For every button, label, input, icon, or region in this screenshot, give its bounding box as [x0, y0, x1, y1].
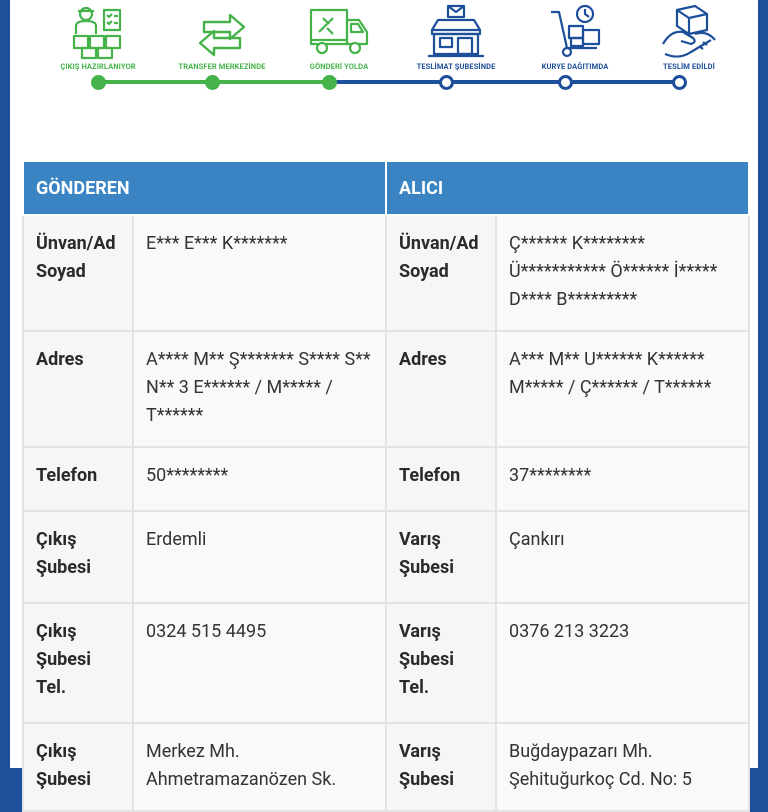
origin-branch-label: Çıkış Şubesi	[23, 511, 133, 603]
sender-phone-value: 50********	[133, 447, 386, 511]
sender-address-label: Adres	[23, 331, 133, 447]
step-dot-delivered	[672, 75, 687, 90]
destination-branch-phone-value: 0376 213 3223	[496, 603, 749, 723]
step-dot-transfer	[205, 75, 220, 90]
destination-branch-address-label: Varış Şubesi	[386, 723, 496, 811]
delivery-truck-icon	[309, 4, 369, 60]
receiver-name-label: Ünvan/Ad Soyad	[386, 215, 496, 331]
step-transfer	[167, 0, 277, 100]
step-at-delivery-branch	[401, 0, 511, 100]
sender-name-label: Ünvan/Ad Soyad	[23, 215, 133, 331]
table-row-branch	[23, 511, 749, 603]
branch-store-icon	[426, 4, 486, 60]
delivered-package-icon	[659, 4, 719, 60]
courier-hand-truck-icon	[545, 4, 605, 60]
origin-branch-address-value: Merkez Mh. Ahmetramazanözen Sk.	[133, 723, 386, 811]
step-delivered	[634, 0, 744, 100]
step-dot-preparing	[91, 75, 106, 90]
step-dot-at-branch	[439, 75, 454, 90]
table-row-address	[23, 331, 749, 447]
warehouse-worker-icon	[68, 4, 128, 60]
transfer-arrows-icon	[192, 4, 252, 60]
step-label: GÖNDERİ YOLDA	[309, 62, 369, 71]
step-label: ÇIKIŞ HAZIRLANIYOR	[60, 62, 136, 71]
step-label: TESLİMAT ŞUBESİNDE	[416, 62, 496, 71]
shipment-tracking-page	[10, 0, 758, 790]
step-label: TESLİM EDİLDİ	[663, 62, 715, 71]
origin-branch-address-label: Çıkış Şubesi	[23, 723, 133, 811]
destination-branch-address-value: Buğdaypazarı Mh. Şehituğurkoç Cd. No: 5	[496, 723, 749, 811]
receiver-phone-value: 37********	[496, 447, 749, 511]
step-dot-with-courier	[558, 75, 573, 90]
destination-branch-value: Çankırı	[496, 511, 749, 603]
sender-header: GÖNDEREN	[23, 161, 386, 215]
table-row-branch-phone	[23, 603, 749, 723]
receiver-name-value: Ç****** K******** Ü*********** Ö****** İ***** D**** B*********	[496, 215, 749, 331]
step-on-the-way	[284, 0, 394, 100]
receiver-address-label: Adres	[386, 331, 496, 447]
sender-name-value: E*** E*** K*******	[133, 215, 386, 331]
receiver-phone-label: Telefon	[386, 447, 496, 511]
step-dot-on-the-way	[322, 75, 337, 90]
destination-branch-phone-label: Varış Şubesi Tel.	[386, 603, 496, 723]
origin-branch-value: Erdemli	[133, 511, 386, 603]
step-label: TRANSFER MERKEZİNDE	[178, 62, 266, 71]
receiver-address-value: A*** M** U****** K****** M***** / Ç****** / T******	[496, 331, 749, 447]
sender-address-value: A**** M** Ş******* S**** S** N** 3 E****** / M***** / T******	[133, 331, 386, 447]
tracking-steps	[10, 0, 758, 100]
table-row-branch-address	[23, 723, 749, 811]
destination-branch-label: Varış Şubesi	[386, 511, 496, 603]
table-row-phone	[23, 447, 749, 511]
shipment-info-table	[22, 160, 750, 812]
sender-phone-label: Telefon	[23, 447, 133, 511]
step-with-courier	[520, 0, 630, 100]
origin-branch-phone-label: Çıkış Şubesi Tel.	[23, 603, 133, 723]
table-row-name	[23, 215, 749, 331]
origin-branch-phone-value: 0324 515 4495	[133, 603, 386, 723]
step-label: KURYE DAĞITIMDA	[541, 62, 609, 71]
receiver-header: ALICI	[386, 161, 749, 215]
